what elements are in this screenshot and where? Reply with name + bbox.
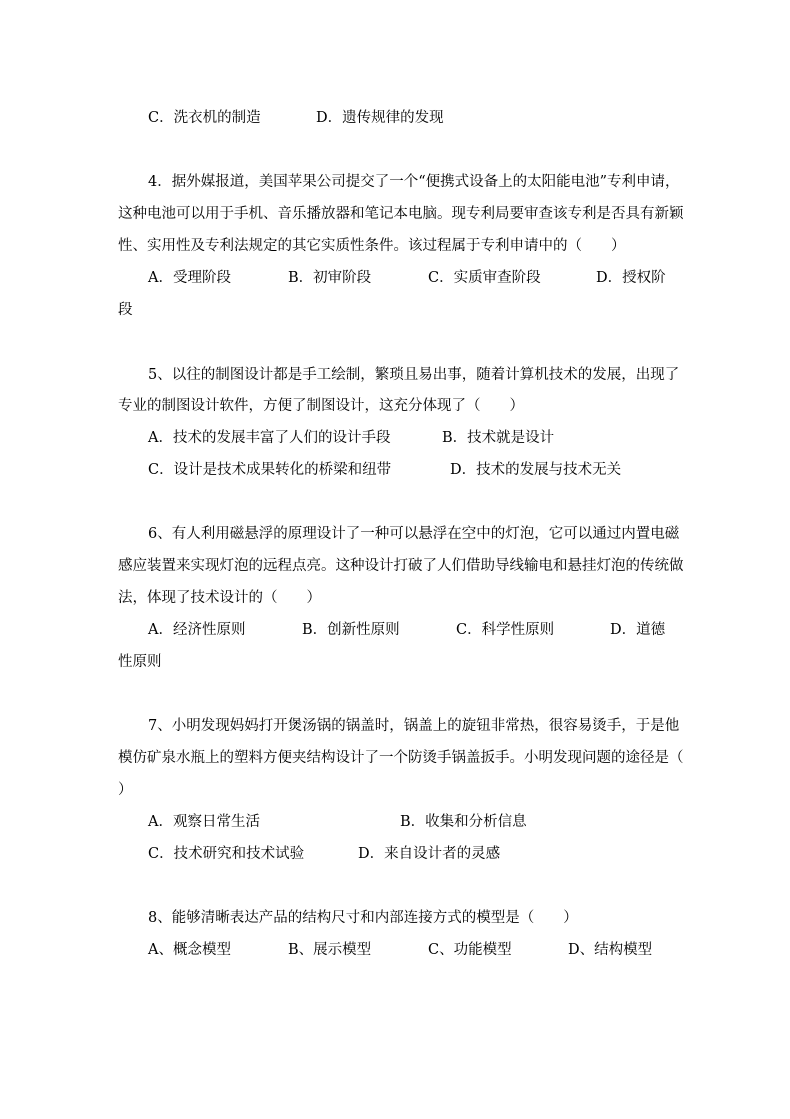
q7-option-a: A．观察日常生活 [148,814,260,830]
q7-stem-line-3: ） [118,782,133,798]
q8-option-d: D、结构模型 [568,942,653,958]
q7-stem-line-1: 7、小明发现妈妈打开煲汤锅的锅盖时，锅盖上的旋钮非常热，很容易烫手，于是他 [148,718,680,734]
q3-option-d: D．遗传规律的发现 [316,110,444,126]
q5-stem-line-1: 5、以往的制图设计都是手工绘制，繁琐且易出事，随着计算机技术的发展，出现了 [148,367,680,383]
q8-option-b: B、展示模型 [288,942,372,958]
q4-option-d: D．授权阶 [596,270,666,286]
q5-stem-line-2: 专业的制图设计软件，方便了制图设计，这充分体现了（ ） [118,398,524,414]
q6-option-c: C．科学性原则 [456,622,555,638]
q4-option-a: A．受理阶段 [148,270,231,286]
q4-option-b: B．初审阶段 [288,270,372,286]
q6-stem-line-2: 感应装置来实现灯泡的远程点亮。这种设计打破了人们借助导线输电和悬挂灯泡的传统做 [118,558,684,574]
q8-option-a: A、概念模型 [148,942,231,958]
q8-option-c: C、功能模型 [428,942,512,958]
q4-stem-line-1: 4．据外媒报道，美国苹果公司提交了一个“便携式设备上的太阳能电池”专利申请， [148,174,680,190]
q5-option-d: D．技术的发展与技术无关 [450,462,622,478]
q5-option-c: C．设计是技术成果转化的桥梁和纽带 [148,462,392,478]
q5-option-a: A．技术的发展丰富了人们的设计手段 [148,430,391,446]
q4-stem-line-3: 性、实用性及专利法规定的其它实质性条件。该过程属于专利申请中的（ ） [118,238,626,254]
q6-option-b: B．创新性原则 [302,622,400,638]
q7-option-d: D．来自设计者的灵感 [358,846,501,862]
q5-option-b: B．技术就是设计 [442,430,555,446]
q6-option-d: D．道德 [610,622,666,638]
q7-option-c: C．技术研究和技术试验 [148,846,305,862]
q6-option-a: A．经济性原则 [148,622,246,638]
q4-stem-line-2: 这种电池可以用于手机、音乐播放器和笔记本电脑。现专利局要审查该专利是否具有新颖 [118,206,684,222]
q4-option-d-wrap: 段 [118,302,133,318]
q8-stem-line-1: 8、能够清晰表达产品的结构尺寸和内部连接方式的模型是（ ） [148,910,578,926]
q7-option-b: B．收集和分析信息 [400,814,527,830]
q6-stem-line-1: 6、有人利用磁悬浮的原理设计了一种可以悬浮在空中的灯泡，它可以通过内置电磁 [148,526,680,542]
q3-option-c: C．洗衣机的制造 [148,110,261,126]
q6-stem-line-3: 法，体现了技术设计的（ ） [118,590,321,606]
q6-option-d-wrap: 性原则 [118,654,162,670]
q7-stem-line-2: 模仿矿泉水瓶上的塑料方便夹结构设计了一个防烫手锅盖扳手。小明发现问题的途径是（ [118,750,684,766]
q4-option-c: C．实质审查阶段 [428,270,541,286]
